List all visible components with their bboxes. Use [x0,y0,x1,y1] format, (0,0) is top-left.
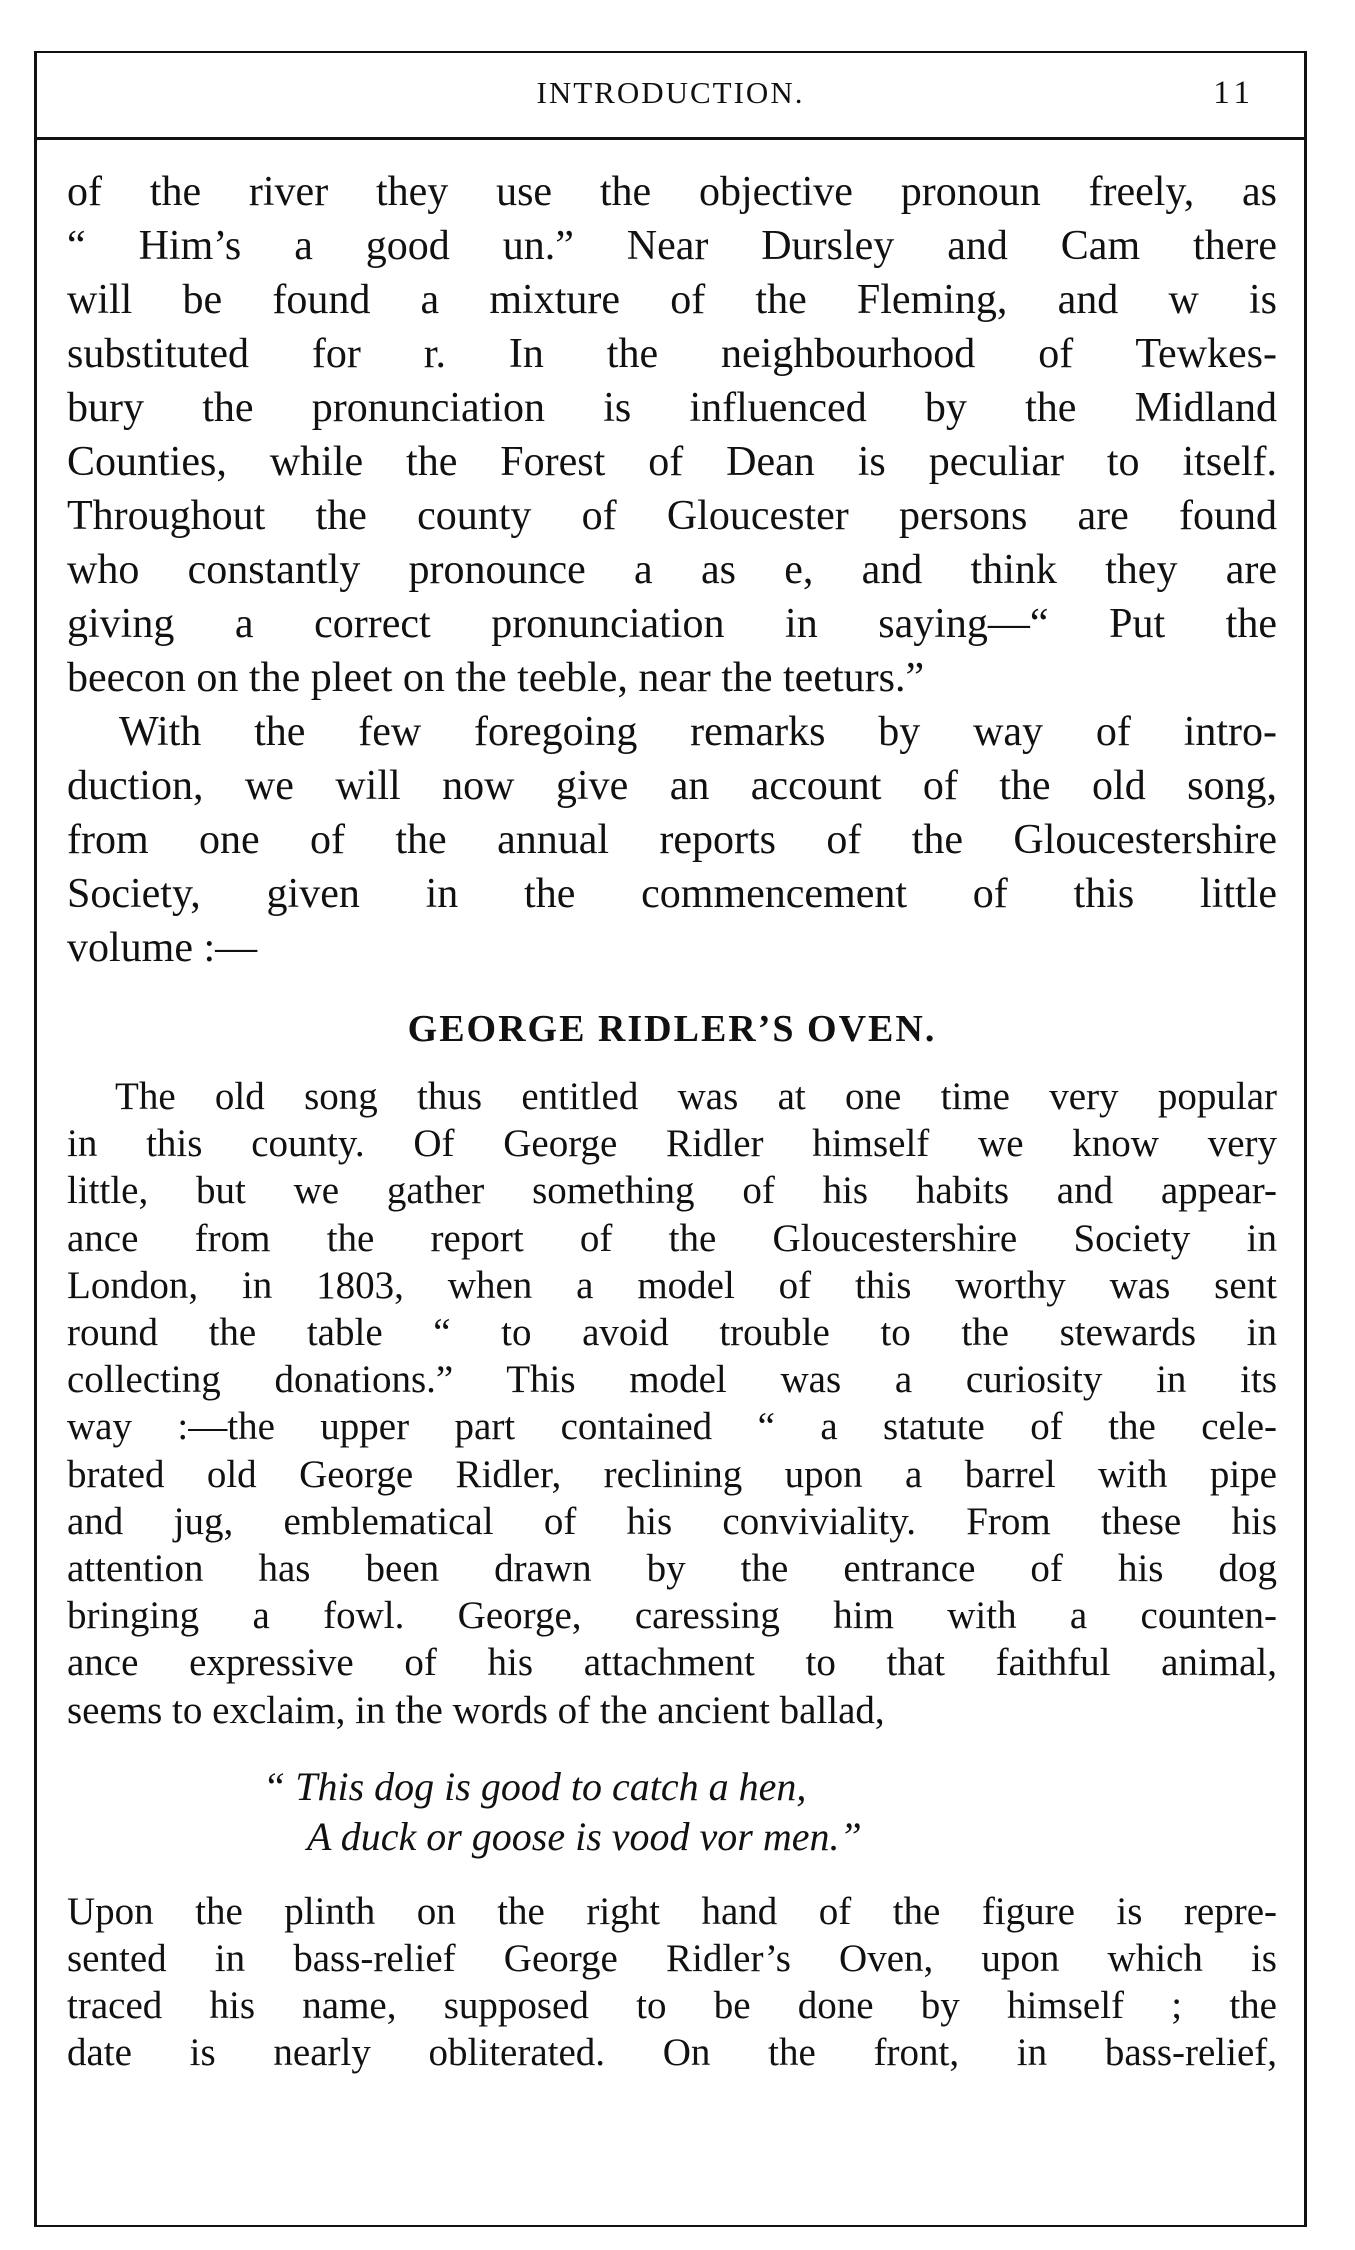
text-line: and jug, emblematical of his conviviality. From these his [67,1499,1277,1543]
text-line: ance expressive of his attachment to that faithful animal, [67,1641,1277,1685]
text-line: sented in bass-relief George Ridler’s Oven, upon which is [67,1937,1277,1981]
text-line: Society, given in the commencement of this little [67,871,1277,917]
text-line: giving a correct pronunciation in saying—“ Put the [67,601,1277,647]
text-line: date is nearly obliterated. On the front, in bass-relief, [67,2031,1277,2075]
text-line: substituted for r. In the neighbourhood of Tewkes- [67,331,1277,377]
text-line: volume :— [67,925,258,971]
paragraph-introduction-remarks [67,705,1277,975]
text-line: will be found a mixture of the Fleming, and w is [67,277,1277,323]
text-line: collecting donations.” This model was a curiosity in its [67,1358,1277,1402]
text-line: bury the pronunciation is influenced by the Midland [67,385,1277,431]
text-line: brated old George Ridler, reclining upon a barrel with pipe [67,1452,1277,1496]
text-line: “ Him’s a good un.” Near Dursley and Cam there [67,223,1277,269]
page-number: 11 [1213,75,1255,111]
text-line: attention has been drawn by the entrance of his dog [67,1547,1277,1591]
quote-line: “ This dog is good to catch a hen, [263,1763,807,1809]
text-line: ance from the report of the Gloucestershire Society in [67,1216,1277,1260]
text-line: duction, we will now give an account of the old song, [67,763,1277,809]
running-head: INTRODUCTION. [536,75,805,110]
text-line: With the few foregoing remarks by way of intro- [119,709,1277,755]
text-line: in this county. Of George Ridler himself we know very [67,1122,1277,1166]
text-line: way :—the upper part contained “ a statute of the cele- [67,1405,1277,1449]
section-heading: GEORGE RIDLER’S OVEN. [407,1008,937,1050]
text-line: Counties, while the Forest of Dean is peculiar to itself. [67,439,1277,485]
text-line: round the table “ to avoid trouble to the stewards in [67,1311,1277,1355]
text-line: traced his name, supposed to be done by himself ; the [67,1984,1277,2028]
page-body [67,169,1277,2077]
paragraph-plinth [67,1888,1277,2077]
text-line: seems to exclaim, in the words of the ancient ballad, [67,1688,885,1732]
text-line: The old song thus entitled was at one time very popular [115,1075,1277,1118]
text-line: bringing a fowl. George, caressing him with a counten- [67,1594,1277,1638]
text-line: of the river they use the objective pronoun freely, as [67,169,1277,215]
page-header [34,51,1307,140]
text-line: Upon the plinth on the right hand of the figure is repre- [67,1889,1277,1933]
text-line: beecon on the pleet on the teeble, near the teeturs.” [67,655,925,701]
paragraph-river-dialects [67,165,1277,705]
text-line: London, in 1803, when a model of this worthy was sent [67,1263,1277,1307]
text-line: Throughout the county of Gloucester persons are found [67,493,1277,539]
text-line: little, but we gather something of his habits and appear- [67,1169,1277,1213]
text-line: from one of the annual reports of the Gloucestershire [67,817,1277,863]
paragraph-george-ridler [67,1073,1277,1734]
text-line: who constantly pronounce a as e, and think they are [67,547,1277,593]
ballad-quote [67,1762,1277,1862]
quote-line: A duck or goose is vood vor men.” [307,1813,862,1859]
